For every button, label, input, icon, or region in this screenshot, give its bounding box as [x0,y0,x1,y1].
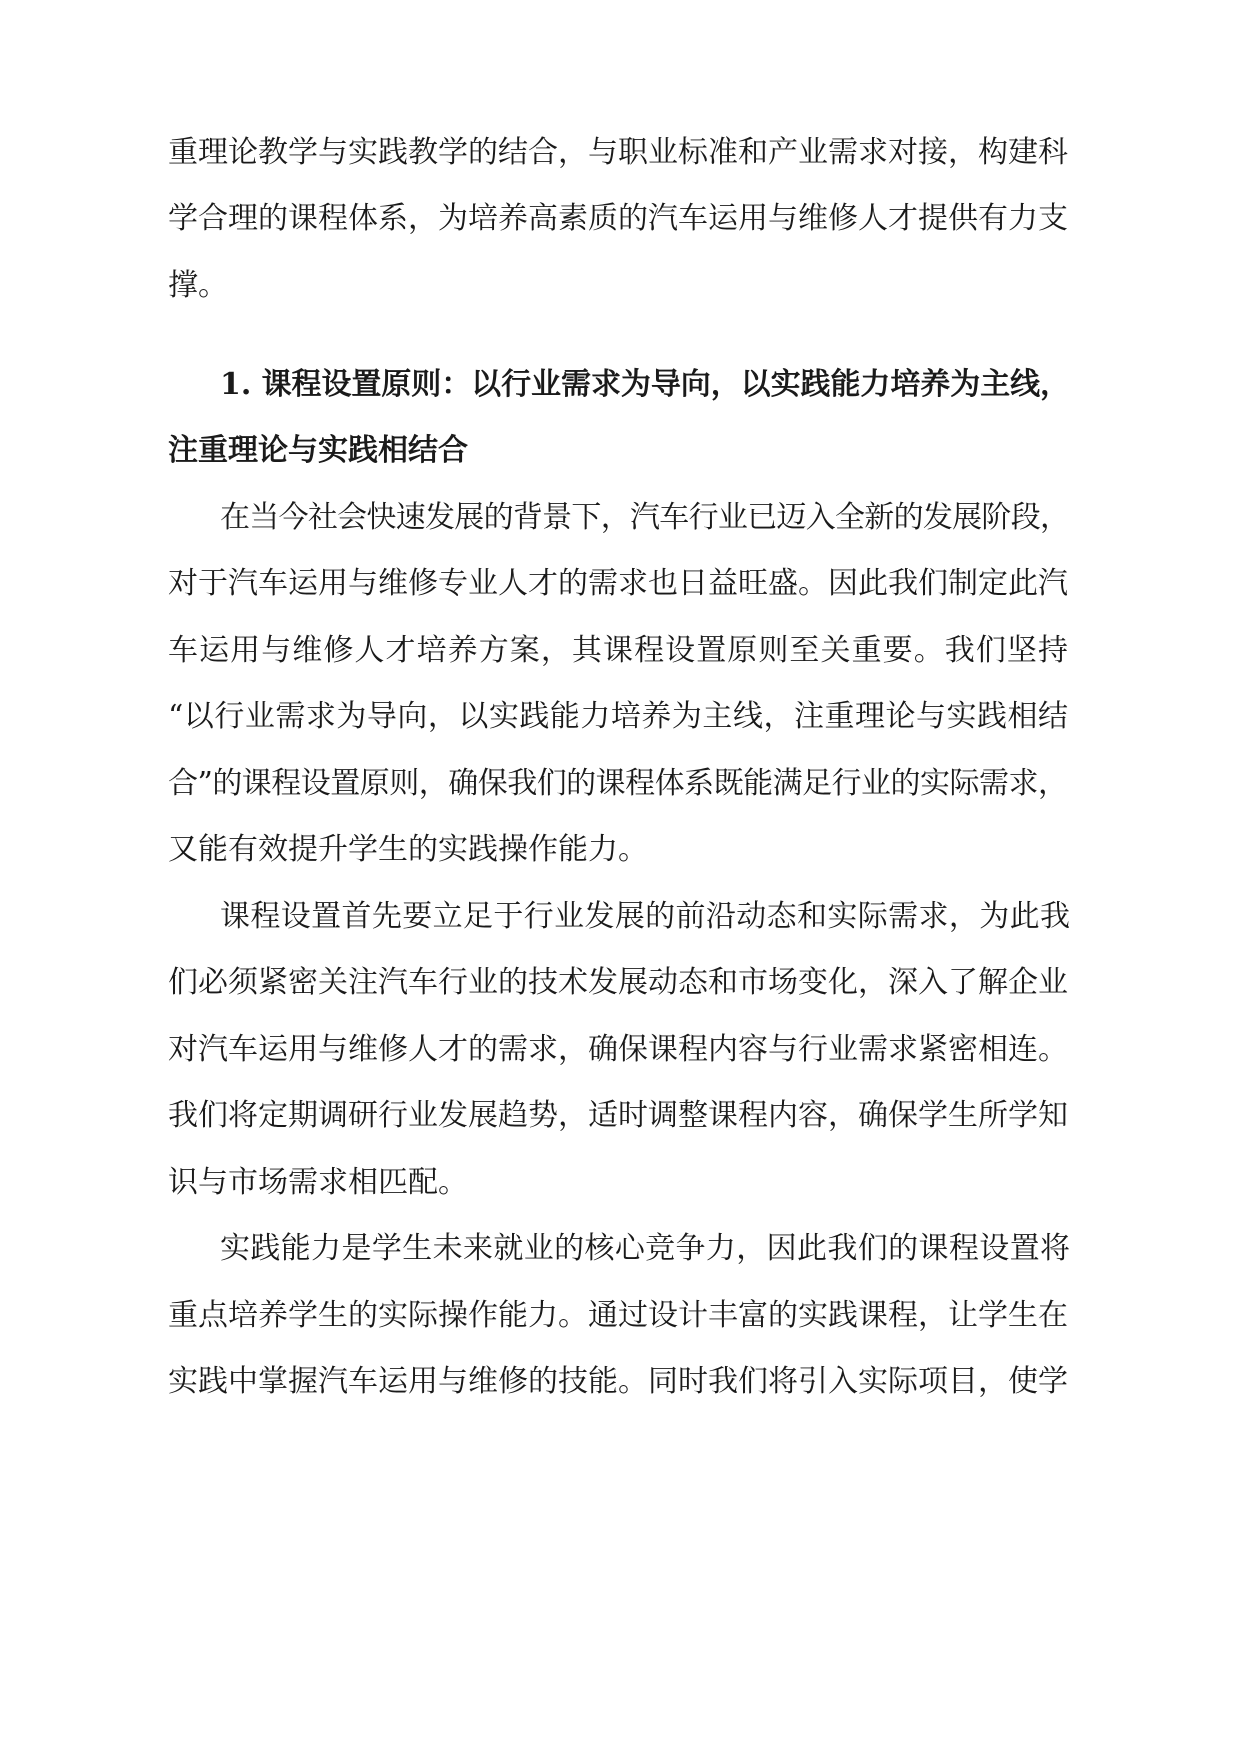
line-text: 学合理的课程体系，为培养高素质的汽车运用与维修人才提供有力支 [168,201,1068,236]
line-text: 撑。 [168,268,228,303]
line-text: “以行业需求为导向，以实践能力培养为主线，注重理论与实践相结 [168,699,1069,734]
line-text: 我们将定期调研行业发展趋势，适时调整课程内容，确保学生所学知 [168,1098,1068,1133]
line-text: 对汽车运用与维修人才的需求，确保课程内容与行业需求紧密相连。 [168,1032,1068,1067]
section-heading-text: 1. 课程设置原则：以行业需求为导向，以实践能力培养为主线， [220,367,1070,402]
line-text: 合”的课程设置原则，确保我们的课程体系既能满足行业的实际需求， [168,766,1068,801]
paragraph-line [0,123,1241,183]
paragraph-line [0,953,1241,1013]
line-text: 课程设置首先要立足于行业发展的前沿动态和实际需求，为此我 [220,899,1071,934]
paragraph-line [0,1286,1241,1346]
line-text: 在当今社会快速发展的背景下，汽车行业已迈入全新的发展阶段， [220,500,1070,535]
paragraph-line [0,887,1241,947]
line-text: 实践中掌握汽车运用与维修的技能。同时我们将引入实际项目，使学 [168,1364,1068,1399]
paragraph-line [0,621,1241,681]
line-text: 重理论教学与实践教学的结合，与职业标准和产业需求对接，构建科 [168,135,1068,170]
line-text: 重点培养学生的实际操作能力。通过设计丰富的实践课程，让学生在 [168,1298,1068,1333]
paragraph-line [0,754,1241,814]
section-heading-line [0,421,1241,481]
paragraph-line [0,1219,1241,1279]
line-text: 对于汽车运用与维修专业人才的需求也日益旺盛。因此我们制定此汽 [168,566,1068,601]
paragraph-line [0,820,1241,880]
line-text: 车运用与维修人才培养方案，其课程设置原则至关重要。我们坚持 [168,633,1070,668]
paragraph-line [0,1020,1241,1080]
paragraph-line [0,1352,1241,1412]
paragraph-line [0,256,1241,316]
paragraph-line [0,1086,1241,1146]
paragraph-line [0,687,1241,747]
line-text: 们必须紧密关注汽车行业的技术发展动态和市场变化，深入了解企业 [168,965,1068,1000]
paragraph-line [0,1153,1241,1213]
paragraph-line [0,488,1241,548]
line-text: 识与市场需求相匹配。 [168,1165,468,1200]
section-heading-line [0,355,1241,415]
section-heading-text: 注重理论与实践相结合 [168,433,468,468]
line-text: 又能有效提升学生的实践操作能力。 [168,832,648,867]
paragraph-line [0,189,1241,249]
paragraph-line [0,554,1241,614]
line-text: 实践能力是学生未来就业的核心竞争力，因此我们的课程设置将 [220,1231,1071,1266]
